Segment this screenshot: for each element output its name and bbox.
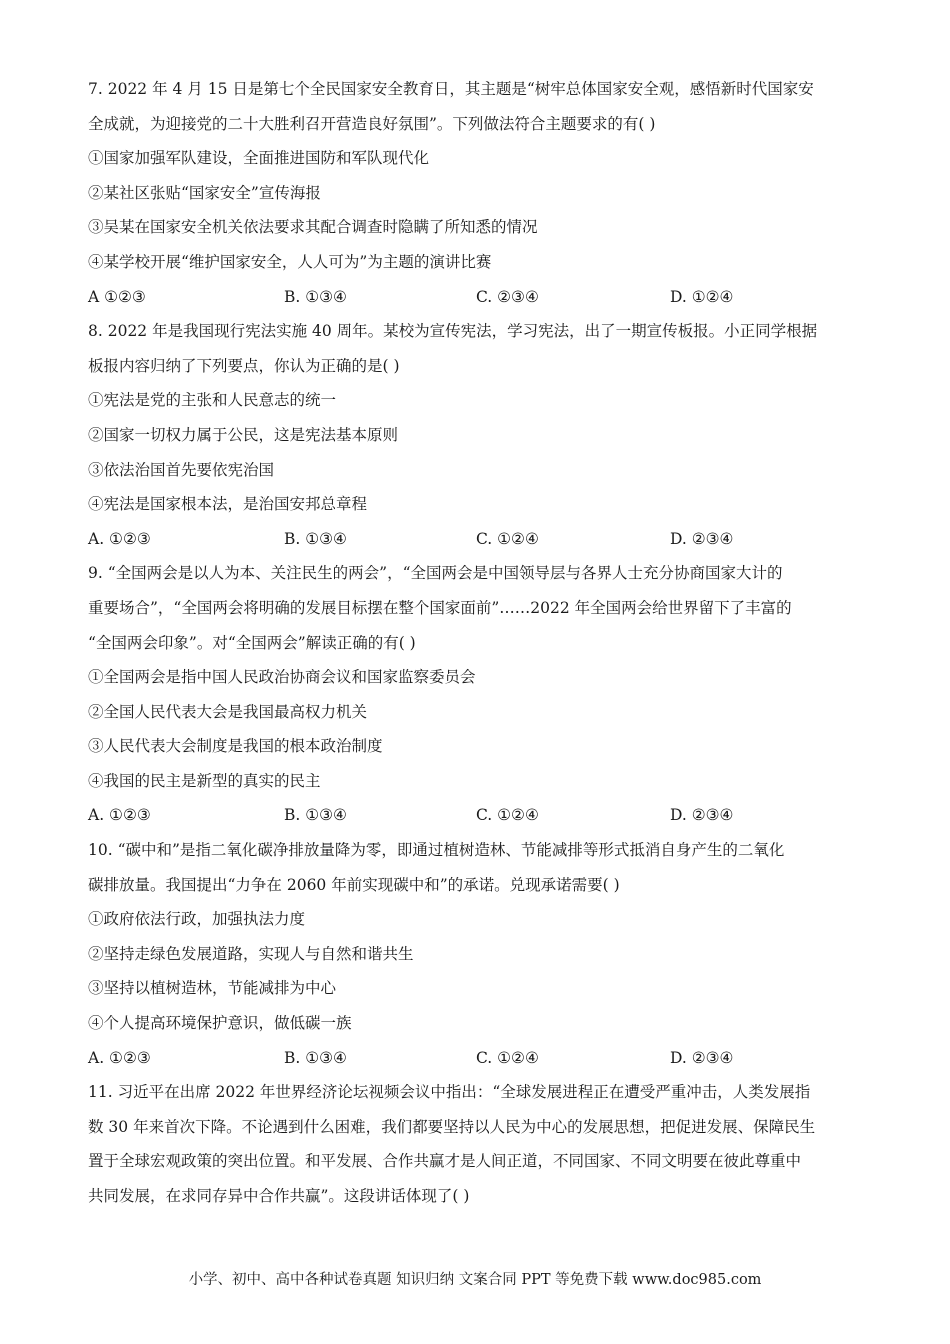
statement-item: ④我国的民主是新型的真实的民主 [88,771,321,790]
statement-item: ④宪法是国家根本法，是治国安邦总章程 [88,495,368,514]
option-a[interactable]: A ①②③ [88,287,146,306]
question-block [88,72,868,314]
statement-item: ②全国人民代表大会是我国最高权力机关 [88,702,368,721]
option-d[interactable]: D. ②③④ [670,806,734,825]
question-stem-line: 11. 习近平在出席 2022 年世界经济论坛视频会议中指出：“全球发展进程正在遭受严重冲击，人类发展指 [88,1083,811,1102]
statement-item: ②国家一切权力属于公民，这是宪法基本原则 [88,425,399,444]
option-a[interactable]: A. ①②③ [88,806,151,825]
question-stem-line: 数 30 年来首次下降。不论遇到什么困难，我们都要坚持以人民为中心的发展思想，把促进发展、保障民生 [88,1117,816,1136]
option-d[interactable]: D. ②③④ [670,529,734,548]
option-c[interactable]: C. ①②④ [476,1048,539,1067]
question-stem-line: 共同发展，在求同存异中合作共赢”。这段讲话体现了( ) [88,1187,470,1205]
question-stem-line: 7. 2022 年 4 月 15 日是第七个全民国家安全教育日，其主题是“树牢总体国家安全观，感悟新时代国家安 [88,80,814,98]
question-block [88,556,868,833]
option-b[interactable]: B. ①③④ [284,287,347,306]
page-footer: 小学、初中、高中各种试卷真题 知识归纳 文案合同 PPT 等免费下载 www.doc985.com [188,1272,762,1288]
question-list [88,72,868,1214]
statement-item: ①政府依法行政，加强执法力度 [88,910,306,929]
statement-item: ④某学校开展“维护国家安全，人人可为”为主题的演讲比赛 [88,252,492,271]
statement-item: ①宪法是党的主张和人民意志的统一 [88,391,337,410]
option-c[interactable]: C. ②③④ [476,287,539,306]
statement-item: ④个人提高环境保护意识，做低碳一族 [88,1014,352,1033]
option-d[interactable]: D. ①②④ [670,287,734,306]
option-d[interactable]: D. ②③④ [670,1048,734,1067]
statement-item: ③人民代表大会制度是我国的根本政治制度 [88,737,383,756]
question-block [88,833,868,1075]
statement-item: ①国家加强军队建设，全面推进国防和军队现代化 [88,149,430,168]
statement-item: ③坚持以植树造林，节能减排为中心 [88,979,337,998]
statement-item: ③吴某在国家安全机关依法要求其配合调查时隐瞒了所知悉的情况 [88,218,538,237]
question-stem-line: 全成就，为迎接党的二十大胜利召开营造良好氛围”。下列做法符合主题要求的有( ) [88,114,656,133]
question-stem-line: 板报内容归纳了下列要点，你认为正确的是( ) [88,356,400,375]
question-stem-line: 碳排放量。我国提出“力争在 2060 年前实现碳中和”的承诺。兑现承诺需要( ) [88,875,620,894]
question-stem-line: 9. “全国两会是以人为本、关注民生的两会”，“全国两会是中国领导层与各界人士充分协商国家大计的 [88,564,783,583]
statement-item: ③依法治国首先要依宪治国 [88,460,275,479]
answer-options [88,522,868,557]
question-block [88,1075,868,1213]
statement-item: ②坚持走绿色发展道路，实现人与自然和谐共生 [88,944,414,963]
question-stem-line: 10. “碳中和”是指二氧化碳净排放量降为零，即通过植树造林、节能减排等形式抵消自身产生的二氧化 [88,841,785,860]
answer-options [88,1041,868,1076]
option-c[interactable]: C. ①②④ [476,806,539,825]
answer-options [88,798,868,833]
statement-item: ①全国两会是指中国人民政治协商会议和国家监察委员会 [88,668,476,687]
statement-item: ②某社区张贴“国家安全”宣传海报 [88,183,321,202]
question-stem-line: “全国两会印象”。对“全国两会”解读正确的有( ) [88,633,416,652]
option-b[interactable]: B. ①③④ [284,1048,347,1067]
option-c[interactable]: C. ①②④ [476,529,539,548]
option-a[interactable]: A. ①②③ [88,1048,151,1067]
option-b[interactable]: B. ①③④ [284,806,347,825]
question-block [88,314,868,556]
option-a[interactable]: A. ①②③ [88,529,151,548]
question-stem-line: 重要场合”，“全国两会将明确的发展目标摆在整个国家面前”……2022 年全国两会给世界留下了丰富的 [88,598,792,617]
option-b[interactable]: B. ①③④ [284,529,347,548]
answer-options [88,280,868,315]
question-stem-line: 置于全球宏观政策的突出位置。和平发展、合作共赢才是人间正道，不同国家、不同文明要在彼此尊重中 [88,1152,802,1171]
question-stem-line: 8. 2022 年是我国现行宪法实施 40 周年。某校为宣传宪法，学习宪法，出了一期宣传板报。小正同学根据 [88,322,818,341]
